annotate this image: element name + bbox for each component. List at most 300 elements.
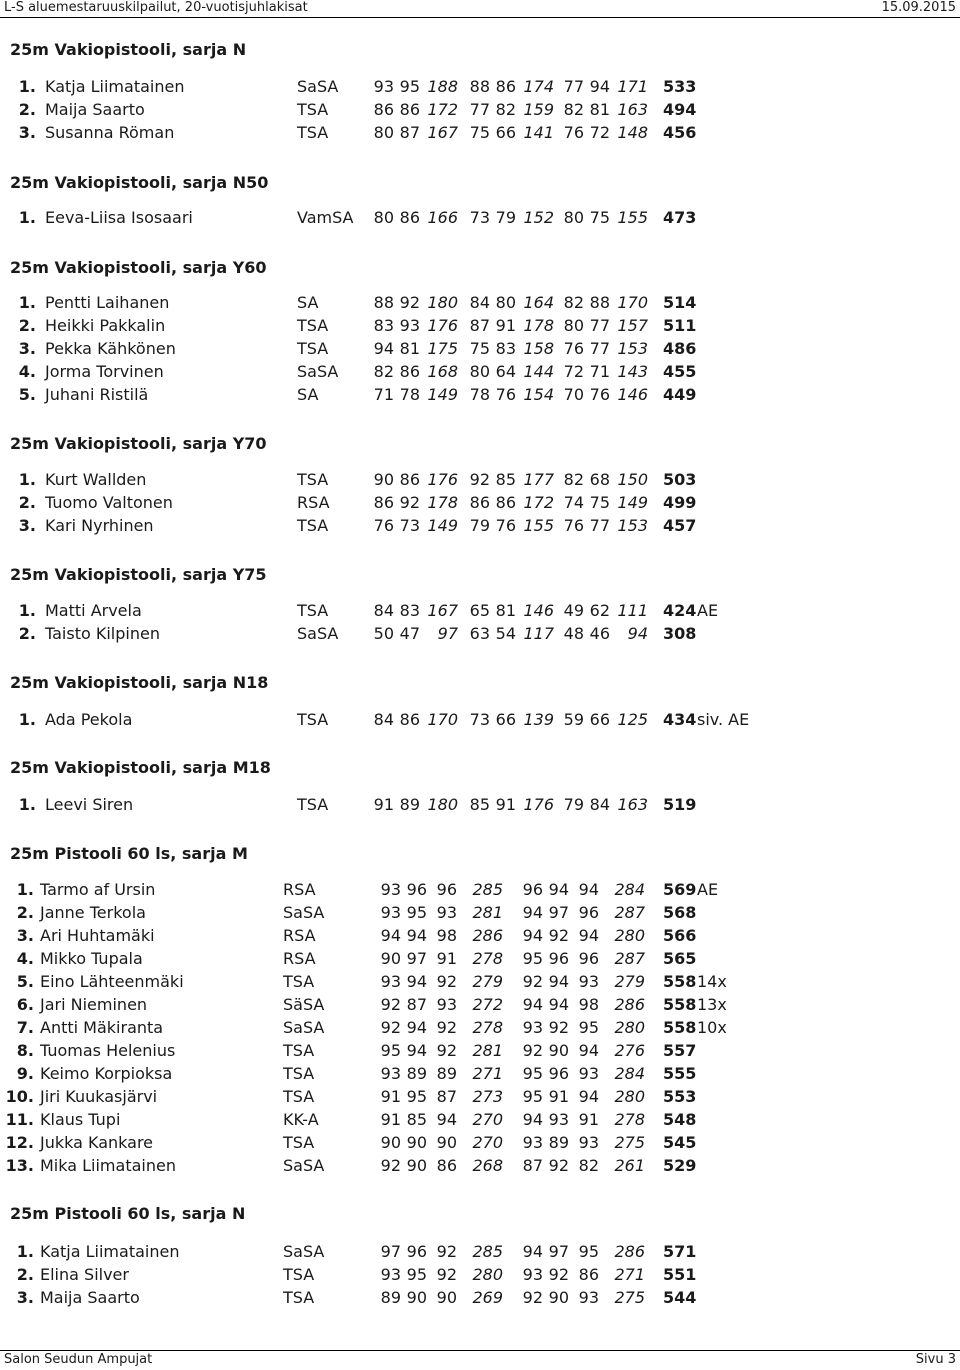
placing: 3.	[16, 926, 34, 945]
page-footer	[0, 1350, 960, 1370]
series-score: 89	[380, 1288, 401, 1307]
series-score: 78	[399, 385, 420, 404]
series-score: 86	[495, 77, 516, 96]
series-score: 59	[563, 710, 584, 729]
series-subtotal: 152	[523, 208, 554, 227]
series-score: 91	[373, 795, 394, 814]
series-subtotal: 268	[472, 1156, 503, 1175]
club-name: TSA	[283, 1133, 315, 1152]
series-score: 76	[563, 123, 584, 142]
series-score: 94	[380, 926, 401, 945]
club-name: VamSA	[297, 208, 354, 227]
series-score: 95	[380, 1041, 401, 1060]
placing: 4.	[16, 949, 34, 968]
result-row	[0, 338, 960, 360]
series-subtotal: 176	[427, 316, 458, 335]
competitor-name: Matti Arvela	[45, 601, 142, 620]
total-score: 449	[663, 385, 697, 404]
series-score: 94	[436, 1110, 457, 1129]
series-score: 84	[589, 795, 610, 814]
series-score: 87	[406, 995, 427, 1014]
series-subtotal: 287	[614, 949, 645, 968]
series-score: 71	[589, 362, 610, 381]
series-subtotal: 174	[523, 77, 554, 96]
series-score: 94	[548, 880, 569, 899]
series-subtotal: 158	[523, 339, 554, 358]
series-score: 93	[380, 880, 401, 899]
series-score: 76	[589, 385, 610, 404]
series-subtotal: 141	[523, 123, 554, 142]
competitor-name: Klaus Tupi	[40, 1110, 121, 1129]
series-score: 70	[563, 385, 584, 404]
series-score: 94	[522, 1110, 543, 1129]
series-score: 83	[495, 339, 516, 358]
series-subtotal: 280	[472, 1265, 503, 1284]
series-subtotal: 285	[472, 880, 503, 899]
series-score: 95	[406, 1265, 427, 1284]
club-name: TSA	[297, 516, 329, 535]
total-score: 558	[663, 1018, 697, 1037]
series-score: 96	[548, 949, 569, 968]
series-score: 77	[563, 77, 584, 96]
series-subtotal: 280	[614, 1018, 645, 1037]
competitor-name: Antti Mäkiranta	[40, 1018, 164, 1037]
series-score: 72	[589, 123, 610, 142]
competitor-name: Mika Liimatainen	[40, 1156, 176, 1175]
placing: 6.	[16, 995, 34, 1014]
series-score: 76	[563, 516, 584, 535]
series-score: 93	[380, 1265, 401, 1284]
result-row	[0, 207, 960, 229]
placing: 2.	[18, 493, 36, 512]
competitor-name: Ari Huhtamäki	[40, 926, 155, 945]
total-score: 569	[663, 880, 697, 899]
series-score: 89	[399, 795, 420, 814]
series-score: 66	[495, 123, 516, 142]
series-score: 49	[563, 601, 584, 620]
series-score: 92	[380, 1156, 401, 1175]
series-subtotal: 271	[472, 1064, 503, 1083]
series-score: 92	[522, 972, 543, 991]
series-score: 80	[469, 362, 490, 381]
series-subtotal: 148	[617, 123, 648, 142]
placing: 1.	[18, 77, 36, 96]
series-score: 80	[563, 316, 584, 335]
club-name: TSA	[297, 339, 329, 358]
total-score: 499	[663, 493, 697, 512]
series-score: 96	[522, 880, 543, 899]
result-row	[0, 315, 960, 337]
series-score: 91	[380, 1110, 401, 1129]
series-subtotal: 178	[523, 316, 554, 335]
total-score: 568	[663, 903, 697, 922]
total-score: 558	[663, 972, 697, 991]
series-score: 92	[548, 1018, 569, 1037]
series-subtotal: 149	[617, 493, 648, 512]
series-score: 95	[522, 1087, 543, 1106]
series-score: 84	[373, 601, 394, 620]
competitor-name: Mikko Tupala	[40, 949, 143, 968]
series-score: 97	[548, 903, 569, 922]
series-score: 86	[436, 1156, 457, 1175]
series-score: 64	[495, 362, 516, 381]
series-score: 94	[522, 903, 543, 922]
series-subtotal: 261	[614, 1156, 645, 1175]
series-score: 82	[578, 1156, 599, 1175]
section-title: 25m Vakiopistooli, sarja N	[10, 40, 247, 59]
series-score: 76	[373, 516, 394, 535]
series-score: 77	[469, 100, 490, 119]
series-score: 85	[469, 795, 490, 814]
series-subtotal: 144	[523, 362, 554, 381]
total-score: 545	[663, 1133, 697, 1152]
series-score: 86	[469, 493, 490, 512]
competitor-name: Eeva-Liisa Isosaari	[45, 208, 193, 227]
section-title: 25m Pistooli 60 ls, sarja M	[10, 844, 248, 863]
series-subtotal: 284	[614, 1064, 645, 1083]
series-score: 90	[380, 949, 401, 968]
series-subtotal: 180	[427, 293, 458, 312]
series-score: 81	[399, 339, 420, 358]
series-score: 91	[380, 1087, 401, 1106]
series-score: 90	[436, 1133, 457, 1152]
placing: 8.	[16, 1041, 34, 1060]
result-row	[0, 76, 960, 98]
placing: 3.	[18, 123, 36, 142]
competitor-name: Tuomas Helenius	[40, 1041, 176, 1060]
series-score: 96	[406, 880, 427, 899]
series-subtotal: 97	[437, 624, 458, 643]
series-subtotal: 286	[614, 995, 645, 1014]
series-score: 93	[578, 1288, 599, 1307]
series-score: 50	[373, 624, 394, 643]
series-score: 94	[406, 926, 427, 945]
series-score: 74	[563, 493, 584, 512]
series-score: 96	[578, 903, 599, 922]
competitor-name: Jorma Torvinen	[45, 362, 164, 381]
series-subtotal: 153	[617, 339, 648, 358]
series-score: 84	[373, 710, 394, 729]
series-score: 87	[522, 1156, 543, 1175]
competitor-name: Eino Lähteenmäki	[40, 972, 184, 991]
competitor-name: Ada Pekola	[45, 710, 133, 729]
series-subtotal: 163	[617, 100, 648, 119]
club-name: SaSA	[297, 362, 339, 381]
series-score: 95	[578, 1242, 599, 1261]
placing: 2.	[16, 903, 34, 922]
series-score: 93	[578, 1064, 599, 1083]
series-score: 94	[589, 77, 610, 96]
series-subtotal: 176	[523, 795, 554, 814]
series-subtotal: 286	[472, 926, 503, 945]
total-score: 473	[663, 208, 697, 227]
series-score: 91	[495, 795, 516, 814]
competitor-name: Heikki Pakkalin	[45, 316, 166, 335]
series-score: 92	[436, 1041, 457, 1060]
series-subtotal: 172	[427, 100, 458, 119]
section-title: 25m Vakiopistooli, sarja Y70	[10, 434, 267, 453]
total-score: 434	[663, 710, 697, 729]
competitor-name: Leevi Siren	[45, 795, 134, 814]
competitor-name: Taisto Kilpinen	[45, 624, 160, 643]
series-subtotal: 275	[614, 1133, 645, 1152]
series-score: 92	[380, 995, 401, 1014]
series-score: 92	[469, 470, 490, 489]
club-name: TSA	[297, 100, 329, 119]
club-name: TSA	[283, 972, 315, 991]
series-subtotal: 146	[617, 385, 648, 404]
series-score: 92	[522, 1041, 543, 1060]
series-subtotal: 149	[427, 516, 458, 535]
placing: 1.	[18, 795, 36, 814]
result-row	[0, 292, 960, 314]
series-score: 46	[589, 624, 610, 643]
total-score: 455	[663, 362, 697, 381]
series-score: 75	[469, 339, 490, 358]
club-name: TSA	[283, 1041, 315, 1060]
series-score: 86	[399, 208, 420, 227]
series-subtotal: 157	[617, 316, 648, 335]
series-score: 90	[406, 1156, 427, 1175]
series-score: 80	[373, 208, 394, 227]
series-subtotal: 163	[617, 795, 648, 814]
club-name: SaSA	[283, 903, 325, 922]
series-score: 82	[563, 293, 584, 312]
series-score: 82	[495, 100, 516, 119]
series-score: 83	[399, 601, 420, 620]
series-score: 93	[578, 1133, 599, 1152]
placing: 1.	[16, 880, 34, 899]
result-row	[0, 1264, 960, 1286]
competitor-name: Elina Silver	[40, 1265, 129, 1284]
series-subtotal: 275	[614, 1288, 645, 1307]
total-score: 557	[663, 1041, 697, 1060]
series-score: 86	[373, 493, 394, 512]
series-score: 86	[399, 362, 420, 381]
club-name: SA	[297, 385, 319, 404]
series-subtotal: 164	[523, 293, 554, 312]
series-score: 94	[406, 1041, 427, 1060]
result-row	[0, 623, 960, 645]
placing: 1.	[18, 601, 36, 620]
series-score: 90	[548, 1041, 569, 1060]
total-score: 565	[663, 949, 697, 968]
series-subtotal: 168	[427, 362, 458, 381]
series-score: 79	[469, 516, 490, 535]
total-score: 511	[663, 316, 697, 335]
series-score: 87	[399, 123, 420, 142]
series-score: 82	[563, 100, 584, 119]
series-subtotal: 170	[427, 710, 458, 729]
club-name: SaSA	[283, 1242, 325, 1261]
series-score: 71	[373, 385, 394, 404]
total-score: 551	[663, 1265, 697, 1284]
result-row	[0, 794, 960, 816]
series-score: 95	[522, 1064, 543, 1083]
series-score: 86	[399, 470, 420, 489]
series-subtotal: 117	[523, 624, 554, 643]
result-row	[0, 1040, 960, 1062]
result-row	[0, 1017, 960, 1039]
series-score: 91	[436, 949, 457, 968]
series-score: 90	[380, 1133, 401, 1152]
result-row	[0, 384, 960, 406]
series-subtotal: 170	[617, 293, 648, 312]
series-subtotal: 281	[472, 903, 503, 922]
series-score: 92	[436, 1242, 457, 1261]
series-subtotal: 270	[472, 1110, 503, 1129]
series-score: 66	[589, 710, 610, 729]
competitor-name: Pekka Kähkönen	[45, 339, 176, 358]
total-score: 519	[663, 795, 697, 814]
result-row	[0, 1132, 960, 1154]
series-subtotal: 276	[614, 1041, 645, 1060]
competitor-name: Kari Nyrhinen	[45, 516, 154, 535]
series-score: 97	[548, 1242, 569, 1261]
series-score: 91	[495, 316, 516, 335]
club-name: KK-A	[283, 1110, 319, 1129]
club-name: SaSA	[297, 77, 339, 96]
competitor-name: Tuomo Valtonen	[45, 493, 173, 512]
series-subtotal: 278	[472, 1018, 503, 1037]
series-score: 93	[380, 903, 401, 922]
result-row	[0, 515, 960, 537]
series-subtotal: 279	[614, 972, 645, 991]
section-title: 25m Vakiopistooli, sarja N18	[10, 673, 269, 692]
series-score: 90	[406, 1288, 427, 1307]
total-score: 529	[663, 1156, 697, 1175]
series-score: 88	[373, 293, 394, 312]
series-score: 88	[469, 77, 490, 96]
series-subtotal: 150	[617, 470, 648, 489]
series-score: 80	[495, 293, 516, 312]
series-score: 78	[469, 385, 490, 404]
series-score: 97	[380, 1242, 401, 1261]
result-row	[0, 1155, 960, 1177]
series-score: 86	[373, 100, 394, 119]
series-score: 89	[548, 1133, 569, 1152]
series-subtotal: 172	[523, 493, 554, 512]
series-score: 93	[522, 1265, 543, 1284]
result-row	[0, 925, 960, 947]
total-score: 571	[663, 1242, 697, 1261]
result-row	[0, 99, 960, 121]
series-subtotal: 143	[617, 362, 648, 381]
club-name: RSA	[283, 949, 316, 968]
result-row	[0, 879, 960, 901]
series-subtotal: 94	[627, 624, 648, 643]
series-score: 94	[373, 339, 394, 358]
placing: 3.	[16, 1288, 34, 1307]
series-score: 90	[406, 1133, 427, 1152]
series-score: 94	[578, 880, 599, 899]
series-score: 86	[495, 493, 516, 512]
placing: 5.	[16, 972, 34, 991]
series-score: 86	[399, 710, 420, 729]
series-subtotal: 272	[472, 995, 503, 1014]
placing: 1.	[18, 710, 36, 729]
series-score: 96	[406, 1242, 427, 1261]
series-subtotal: 149	[427, 385, 458, 404]
series-subtotal: 270	[472, 1133, 503, 1152]
placing: 4.	[18, 362, 36, 381]
club-name: TSA	[283, 1265, 315, 1284]
competitor-name: Jukka Kankare	[40, 1133, 154, 1152]
series-score: 89	[436, 1064, 457, 1083]
placing: 7.	[16, 1018, 34, 1037]
series-score: 94	[522, 926, 543, 945]
series-score: 95	[399, 77, 420, 96]
series-subtotal: 178	[427, 493, 458, 512]
series-score: 90	[373, 470, 394, 489]
series-score: 92	[436, 1018, 457, 1037]
placing: 2.	[18, 624, 36, 643]
series-score: 94	[548, 972, 569, 991]
section-title: 25m Vakiopistooli, sarja M18	[10, 758, 271, 777]
series-score: 90	[548, 1288, 569, 1307]
series-score: 92	[522, 1288, 543, 1307]
result-note: AE	[697, 601, 719, 620]
total-score: 566	[663, 926, 697, 945]
competitor-name: Keimo Korpioksa	[40, 1064, 173, 1083]
series-subtotal: 279	[472, 972, 503, 991]
series-score: 95	[522, 949, 543, 968]
series-score: 80	[563, 208, 584, 227]
series-score: 76	[563, 339, 584, 358]
placing: 3.	[18, 516, 36, 535]
series-score: 93	[373, 77, 394, 96]
competitor-name: Maija Saarto	[40, 1288, 140, 1307]
series-score: 94	[578, 1087, 599, 1106]
placing: 13.	[5, 1156, 34, 1175]
series-subtotal: 285	[472, 1242, 503, 1261]
series-score: 92	[436, 1265, 457, 1284]
total-score: 548	[663, 1110, 697, 1129]
series-subtotal: 154	[523, 385, 554, 404]
series-subtotal: 287	[614, 903, 645, 922]
series-score: 92	[548, 1156, 569, 1175]
result-row	[0, 994, 960, 1016]
series-score: 83	[373, 316, 394, 335]
series-score: 92	[399, 493, 420, 512]
result-row	[0, 1109, 960, 1131]
total-score: 558	[663, 995, 697, 1014]
series-score: 94	[522, 1242, 543, 1261]
series-score: 95	[406, 903, 427, 922]
result-row	[0, 122, 960, 144]
series-score: 68	[589, 470, 610, 489]
series-subtotal: 159	[523, 100, 554, 119]
club-name: TSA	[297, 316, 329, 335]
series-score: 86	[399, 100, 420, 119]
club-name: SaSA	[283, 1156, 325, 1175]
series-score: 76	[495, 516, 516, 535]
series-score: 90	[436, 1288, 457, 1307]
total-score: 424	[663, 601, 697, 620]
series-subtotal: 280	[614, 926, 645, 945]
placing: 10.	[5, 1087, 34, 1106]
total-score: 553	[663, 1087, 697, 1106]
series-subtotal: 171	[617, 77, 648, 96]
club-name: SäSA	[283, 995, 325, 1014]
series-subtotal: 111	[617, 601, 648, 620]
placing: 9.	[16, 1064, 34, 1083]
series-score: 93	[380, 972, 401, 991]
series-score: 94	[578, 1041, 599, 1060]
series-subtotal: 278	[614, 1110, 645, 1129]
total-score: 308	[663, 624, 697, 643]
series-subtotal: 155	[617, 208, 648, 227]
